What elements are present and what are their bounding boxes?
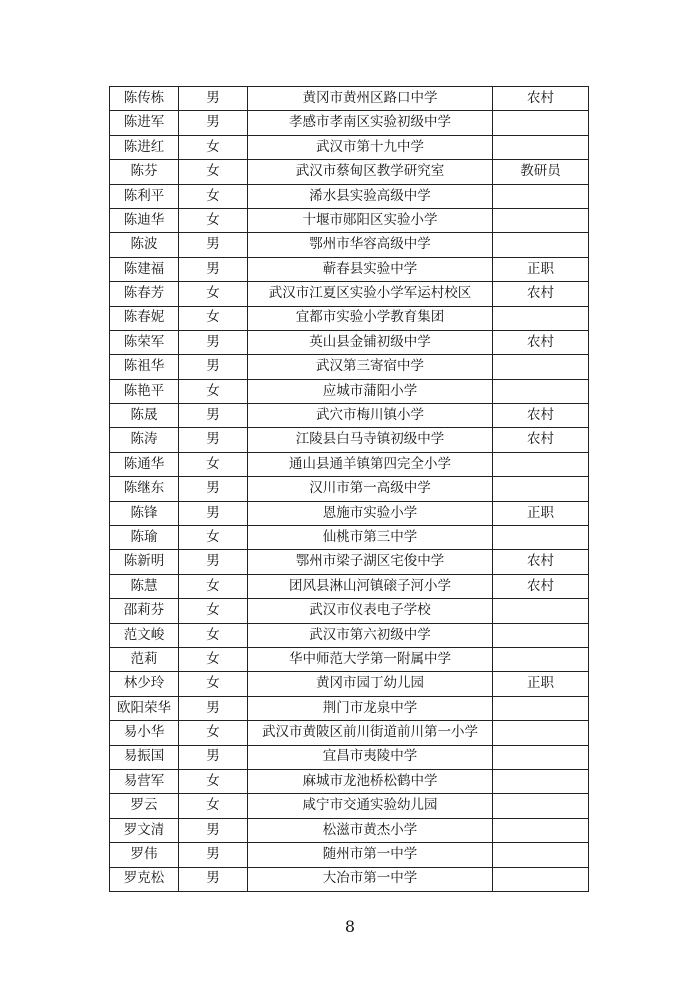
- table-row: [110, 550, 589, 574]
- gender-cell: 男: [179, 745, 248, 769]
- school-cell: 恩施市实验小学: [248, 501, 493, 525]
- gender-cell: 男: [179, 233, 248, 257]
- school-cell: 通山县通羊镇第四完全小学: [248, 452, 493, 476]
- table-row: [110, 330, 589, 354]
- note-cell: 农村: [493, 550, 589, 574]
- gender-cell: 女: [179, 623, 248, 647]
- name-cell: 陈艳平: [110, 379, 179, 403]
- note-cell: [493, 233, 589, 257]
- school-cell: 麻城市龙池桥松鹤中学: [248, 769, 493, 793]
- name-cell: 陈波: [110, 233, 179, 257]
- table-row: [110, 769, 589, 793]
- table-row: [110, 745, 589, 769]
- table-row: [110, 135, 589, 159]
- gender-cell: 男: [179, 330, 248, 354]
- school-cell: 孝感市孝南区实验初级中学: [248, 111, 493, 135]
- gender-cell: 男: [179, 696, 248, 720]
- school-cell: 武穴市梅川镇小学: [248, 404, 493, 428]
- table-row: [110, 599, 589, 623]
- table-row: [110, 257, 589, 281]
- note-cell: [493, 111, 589, 135]
- name-cell: 陈通华: [110, 452, 179, 476]
- table-row: [110, 623, 589, 647]
- table-row: [110, 843, 589, 867]
- gender-cell: 男: [179, 111, 248, 135]
- note-cell: [493, 647, 589, 671]
- name-cell: 罗云: [110, 794, 179, 818]
- name-cell: 陈瑜: [110, 526, 179, 550]
- table-row: [110, 477, 589, 501]
- name-cell: 罗克松: [110, 867, 179, 891]
- note-cell: [493, 867, 589, 891]
- name-cell: 陈进军: [110, 111, 179, 135]
- note-cell: 正职: [493, 257, 589, 281]
- note-cell: 农村: [493, 87, 589, 111]
- school-cell: 武汉第三寄宿中学: [248, 355, 493, 379]
- note-cell: 正职: [493, 501, 589, 525]
- table-row: [110, 160, 589, 184]
- school-cell: 松滋市黄杰小学: [248, 818, 493, 842]
- name-cell: 陈春芳: [110, 282, 179, 306]
- note-cell: [493, 452, 589, 476]
- table-row: [110, 428, 589, 452]
- gender-cell: 女: [179, 769, 248, 793]
- school-cell: 咸宁市交通实验幼儿园: [248, 794, 493, 818]
- table-row: [110, 721, 589, 745]
- note-cell: 农村: [493, 428, 589, 452]
- gender-cell: 女: [179, 135, 248, 159]
- school-cell: 华中师范大学第一附属中学: [248, 647, 493, 671]
- school-cell: 鄂州市华容高级中学: [248, 233, 493, 257]
- note-cell: [493, 769, 589, 793]
- school-cell: 武汉市蔡甸区教学研究室: [248, 160, 493, 184]
- school-cell: 应城市蒲阳小学: [248, 379, 493, 403]
- gender-cell: 女: [179, 647, 248, 671]
- name-cell: 陈春妮: [110, 306, 179, 330]
- table-row: [110, 818, 589, 842]
- gender-cell: 男: [179, 355, 248, 379]
- name-cell: 欧阳荣华: [110, 696, 179, 720]
- note-cell: [493, 623, 589, 647]
- table-row: [110, 306, 589, 330]
- school-cell: 武汉市第六初级中学: [248, 623, 493, 647]
- school-cell: 浠水县实验高级中学: [248, 184, 493, 208]
- name-cell: 陈祖华: [110, 355, 179, 379]
- gender-cell: 女: [179, 379, 248, 403]
- name-cell: 邵莉芬: [110, 599, 179, 623]
- table-row: [110, 87, 589, 111]
- school-cell: 荆门市龙泉中学: [248, 696, 493, 720]
- gender-cell: 男: [179, 550, 248, 574]
- school-cell: 蕲春县实验中学: [248, 257, 493, 281]
- page-number: 8: [344, 917, 356, 936]
- gender-cell: 女: [179, 574, 248, 598]
- gender-cell: 女: [179, 672, 248, 696]
- name-cell: 林少玲: [110, 672, 179, 696]
- school-cell: 大冶市第一中学: [248, 867, 493, 891]
- school-cell: 汉川市第一高级中学: [248, 477, 493, 501]
- name-cell: 易小华: [110, 721, 179, 745]
- gender-cell: 女: [179, 282, 248, 306]
- school-cell: 黄冈市黄州区路口中学: [248, 87, 493, 111]
- school-cell: 宜昌市夷陵中学: [248, 745, 493, 769]
- gender-cell: 女: [179, 160, 248, 184]
- school-cell: 武汉市黄陂区前川街道前川第一小学: [248, 721, 493, 745]
- table-row: [110, 574, 589, 598]
- school-cell: 仙桃市第三中学: [248, 526, 493, 550]
- name-cell: 陈晟: [110, 404, 179, 428]
- table-row: [110, 526, 589, 550]
- gender-cell: 女: [179, 184, 248, 208]
- name-cell: 陈新明: [110, 550, 179, 574]
- note-cell: [493, 135, 589, 159]
- name-cell: 陈迪华: [110, 208, 179, 232]
- gender-cell: 女: [179, 306, 248, 330]
- gender-cell: 女: [179, 599, 248, 623]
- gender-cell: 男: [179, 477, 248, 501]
- note-cell: [493, 306, 589, 330]
- note-cell: [493, 526, 589, 550]
- table-row: [110, 233, 589, 257]
- note-cell: [493, 696, 589, 720]
- gender-cell: 女: [179, 794, 248, 818]
- name-cell: 陈传栋: [110, 87, 179, 111]
- note-cell: [493, 477, 589, 501]
- name-cell: 范文峻: [110, 623, 179, 647]
- note-cell: [493, 355, 589, 379]
- table-row: [110, 867, 589, 891]
- note-cell: [493, 184, 589, 208]
- name-cell: 陈建福: [110, 257, 179, 281]
- gender-cell: 男: [179, 428, 248, 452]
- name-cell: 易振国: [110, 745, 179, 769]
- gender-cell: 男: [179, 257, 248, 281]
- school-cell: 宜都市实验小学教育集团: [248, 306, 493, 330]
- school-cell: 十堰市郧阳区实验小学: [248, 208, 493, 232]
- table-row: [110, 404, 589, 428]
- table-row: [110, 647, 589, 671]
- name-cell: 陈慧: [110, 574, 179, 598]
- table-row: [110, 501, 589, 525]
- note-cell: [493, 208, 589, 232]
- note-cell: [493, 818, 589, 842]
- roster-table-body: [110, 87, 589, 892]
- note-cell: 正职: [493, 672, 589, 696]
- table-row: [110, 452, 589, 476]
- name-cell: 陈进红: [110, 135, 179, 159]
- table-row: [110, 794, 589, 818]
- table-row: [110, 672, 589, 696]
- table-row: [110, 355, 589, 379]
- name-cell: 罗伟: [110, 843, 179, 867]
- note-cell: [493, 745, 589, 769]
- note-cell: [493, 794, 589, 818]
- gender-cell: 女: [179, 452, 248, 476]
- note-cell: [493, 721, 589, 745]
- name-cell: 陈锋: [110, 501, 179, 525]
- school-cell: 武汉市仪表电子学校: [248, 599, 493, 623]
- gender-cell: 男: [179, 843, 248, 867]
- note-cell: 教研员: [493, 160, 589, 184]
- note-cell: [493, 379, 589, 403]
- note-cell: [493, 599, 589, 623]
- name-cell: 范莉: [110, 647, 179, 671]
- name-cell: 易营军: [110, 769, 179, 793]
- table-row: [110, 208, 589, 232]
- name-cell: 罗文清: [110, 818, 179, 842]
- gender-cell: 男: [179, 87, 248, 111]
- school-cell: 武汉市第十九中学: [248, 135, 493, 159]
- school-cell: 武汉市江夏区实验小学军运村校区: [248, 282, 493, 306]
- name-cell: 陈继东: [110, 477, 179, 501]
- table-row: [110, 696, 589, 720]
- gender-cell: 男: [179, 818, 248, 842]
- note-cell: 农村: [493, 404, 589, 428]
- note-cell: [493, 843, 589, 867]
- roster-table: [109, 86, 589, 892]
- gender-cell: 女: [179, 208, 248, 232]
- school-cell: 黄冈市园丁幼儿园: [248, 672, 493, 696]
- note-cell: 农村: [493, 574, 589, 598]
- school-cell: 鄂州市梁子湖区宅俊中学: [248, 550, 493, 574]
- table-row: [110, 184, 589, 208]
- name-cell: 陈涛: [110, 428, 179, 452]
- school-cell: 团风县淋山河镇磙子河小学: [248, 574, 493, 598]
- gender-cell: 男: [179, 404, 248, 428]
- table-row: [110, 282, 589, 306]
- school-cell: 江陵县白马寺镇初级中学: [248, 428, 493, 452]
- school-cell: 英山县金铺初级中学: [248, 330, 493, 354]
- name-cell: 陈芬: [110, 160, 179, 184]
- gender-cell: 女: [179, 526, 248, 550]
- school-cell: 随州市第一中学: [248, 843, 493, 867]
- gender-cell: 男: [179, 501, 248, 525]
- name-cell: 陈利平: [110, 184, 179, 208]
- table-row: [110, 111, 589, 135]
- gender-cell: 女: [179, 721, 248, 745]
- table-row: [110, 379, 589, 403]
- name-cell: 陈荣军: [110, 330, 179, 354]
- gender-cell: 男: [179, 867, 248, 891]
- note-cell: 农村: [493, 282, 589, 306]
- note-cell: 农村: [493, 330, 589, 354]
